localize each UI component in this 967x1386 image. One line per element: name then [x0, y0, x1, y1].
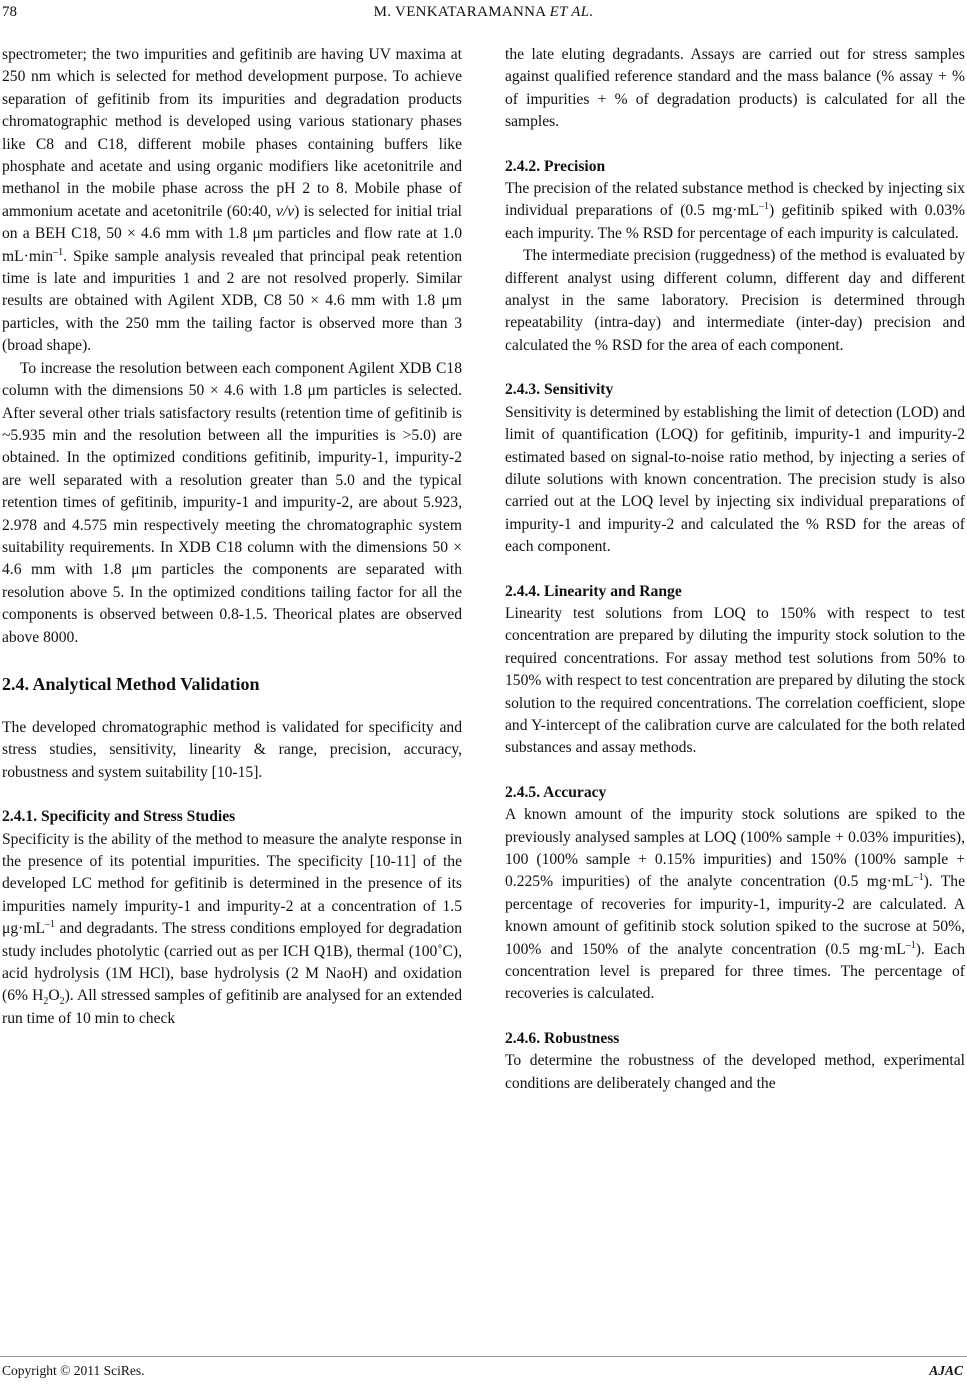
subsection-heading-2-4-5: 2.4.5. Accuracy: [505, 783, 607, 801]
footer-journal: AJAC: [929, 1363, 963, 1378]
left-column: [2, 44, 462, 1030]
left-paragraph-3: The developed chromatographic method is validated for specificity and stress studies, sensitivity, linearity & range, precision, accuracy, robustness and system suitability [10-15].: [2, 718, 462, 781]
running-head: [0, 4, 967, 21]
subsection-heading-2-4-3: 2.4.3. Sensitivity: [505, 381, 614, 399]
footer-copyright: Copyright © 2011 SciRes.: [2, 1363, 145, 1378]
page-header: [0, 0, 967, 36]
subsection-heading-2-4-4: 2.4.4. Linearity and Range: [505, 582, 682, 600]
page-number: 78: [2, 4, 17, 20]
left-paragraph-4: Specificity is the ability of the method to measure the analyte response in the presence of its potential impurities. The specificity [10-11] of the developed LC method for gefitinib is determined in the presence of its impurities namely impurity-1 and impurity-2 at a concentration of 1.5 $\mu g\cdot mL^{-1}$ and degradants. The stress conditions employed for degradation study includes photolytic (carried out as per ICH Q1B), thermal (100˚C), acid hydrolysis (1M HCl), base hydrolysis (2 M NaoH) and oxidation (6% $H_2O_2$). All stressed samples of gefitinib are analysed for an extended run time of 10 min to check: [2, 830, 462, 1027]
running-head-authors: M. VENKATARAMANNA: [373, 4, 546, 20]
right-column: [505, 44, 965, 1095]
section-heading-2-4: 2.4. Analytical Method Validation: [2, 673, 260, 694]
page-footer: [0, 1356, 967, 1381]
right-paragraph-3: The intermediate precision (ruggedness) of the method is evaluated by different analyst using different column, different day and different analyst in the same laboratory. Precision is determined through repeatability (intra-day) and intermediate (inter-day) precision and calculated the % RSD for the area of each component.: [505, 247, 965, 354]
subsection-heading-2-4-1: 2.4.1. Specificity and Stress Studies: [2, 808, 236, 826]
right-paragraph-6: A known amount of the impurity stock solutions are spiked to the previously analysed samples at LOQ (100% sample + 0.03% impurities), 100 (100% sample + 0.15% impurities) and 150% (100% sample + 0.225% impurities) of the analyte concentration (0.5 $mg\cdot mL^{-1}$). The percentage of recoveries for impurity-1, impurity-2 are calculated. A known amount of gefitinib stock solution spiked to the sucrose at 50%, 100% and 150% of the analyte concentration (0.5 $mg\cdot mL^{-1}$). Each concentration level is prepared for three times. The percentage of recoveries is calculated.: [505, 806, 965, 1003]
right-paragraph-1: the late eluting degradants. Assays are carried out for stress samples against qualified reference standard and the mass balance (% assay + % of impurities + % of degradation products) is calculated for all the samples.: [505, 46, 965, 131]
right-paragraph-4: Sensitivity is determined by establishing the limit of detection (LOD) and limit of quantification (LOQ) for gefitinib, impurity-1 and impurity-2 estimated based on signal-to-noise ratio method, by injecting a series of dilute solutions with known concentration. The precision study is also carried out at the LOQ level by injecting six individual preparations of impurity-1 and impurity-2 and calculated the % RSD for the areas of each component.: [505, 403, 965, 556]
subsection-heading-2-4-6: 2.4.6. Robustness: [505, 1029, 620, 1047]
right-paragraph-5: Linearity test solutions from LOQ to 150% with respect to test concentration are prepared by diluting the impurity stock solution to the required concentrations. For assay method test solutions from 50% to 150% with respect to test concentration are prepared by diluting the stock solution to the required concentrations. The correlation coefficient, slope and Y-intercept of the calibration curve are calculated for the both related substances and assay methods.: [505, 604, 965, 757]
right-paragraph-7: To determine the robustness of the developed method, experimental conditions are deliberately changed and the: [505, 1052, 965, 1092]
subsection-heading-2-4-2: 2.4.2. Precision: [505, 157, 606, 175]
running-head-et-al: ET AL.: [549, 4, 594, 20]
left-paragraph-1: spectrometer; the two impurities and gefitinib are having UV maxima at 250 nm which is selected for method development purpose. To achieve separation of gefitinib from its impurities and degradation products chromatographic method is developed using various stationary phases like C8 and C18, different mobile phases containing buffers like phosphate and acetate and using organic modifiers like acetonitrile and methanol in the mobile phase across the pH 2 to 8. Mobile phase of ammonium acetate and acetonitrile (60:40, v/v) is selected for initial trial on a BEH C18, 50 × 4.6 mm with 1.8 μm particles and flow rate at 1.0 $mL\cdot\min^{-1}$. Spike sample analysis revealed that principal peak retention time is late and impurities 1 and 2 are not resolved properly. Similar results are obtained with Agilent XDB, C8 50 × 4.6 mm with 1.8 μm particles, with the 250 mm the tailing factor is observed more than 3 (broad shape).: [2, 46, 462, 355]
left-paragraph-2: To increase the resolution between each component Agilent XDB C18 column with the dimensions 50 × 4.6 with 1.8 μm particles is selected. After several other trials satisfactory results (retention time of gefitinib is ~5.935 min and the resolution between all the impurities is >5.0) are obtained. In the optimized conditions gefitinib, impurity-1, impurity-2 are well separated with a resolution greater than 5.0 and the typical retention times of gefitinib, impurity-1 and impurity-2, are about 5.923, 2.978 and 4.575 min respectively meeting the chromatographic system suitability requirements. In XDB C18 column with the dimensions 50 × 4.6 mm with 1.8 μm particles the components are separated with resolution above 5. In the optimized conditions tailing factor for all the components is observed between 0.8-1.5. Theorical plates are observed above 8000.: [2, 359, 462, 646]
right-paragraph-2: The precision of the related substance method is checked by injecting six individual preparations of (0.5 $mg\cdot mL^{-1}$) gefitinib spiked with 0.03% each impurity. The % RSD for percentage of each impurity is calculated.: [505, 180, 965, 242]
